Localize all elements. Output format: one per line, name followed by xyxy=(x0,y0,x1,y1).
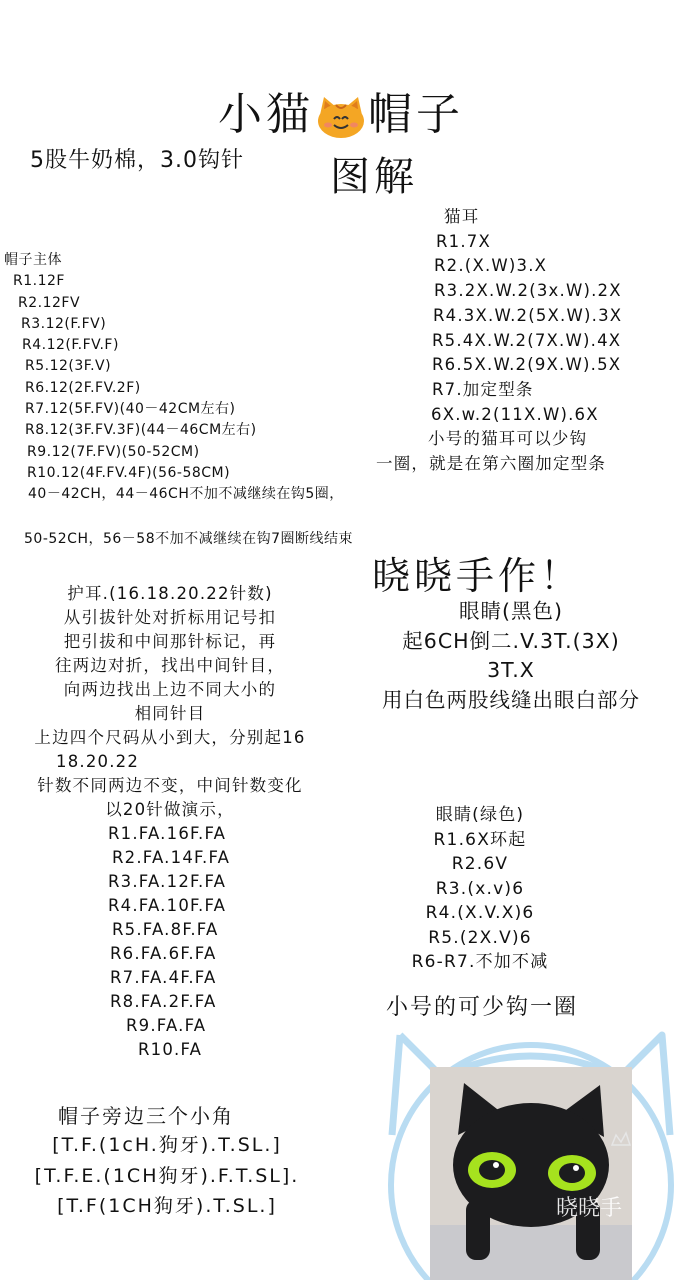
earflap-row: R4.FA.10F.FA xyxy=(108,896,227,915)
cat-ear-section xyxy=(376,205,622,477)
hat-row: R9.12(7F.FV)(50-52CM) xyxy=(27,443,200,460)
earflap-row: R2.FA.14F.FA xyxy=(112,848,231,867)
hat-note: 50-52CH，56－58不加不减继续在钩7圈断线结束 xyxy=(24,531,354,547)
earflap-row: R1.FA.16F.FA xyxy=(108,824,227,843)
eye-black-section xyxy=(340,597,682,715)
corners-heading: 帽子旁边三个小角 xyxy=(58,1104,234,1128)
earflap-line: 18.20.22 xyxy=(56,752,140,771)
eye-black-heading: 眼睛(黑色) xyxy=(459,599,563,623)
eye-green-row: R1.6X环起 xyxy=(433,829,527,850)
earflap-line: 上边四个尺码从小到大，分别起16 xyxy=(34,728,306,747)
earflap-row: R7.FA.4F.FA xyxy=(110,968,217,987)
eye-green-row: R4.(X.V.X)6 xyxy=(425,903,535,923)
cat-ear-heading: 猫耳 xyxy=(444,207,480,226)
ear-note: 小号的猫耳可以少钩 xyxy=(428,429,588,449)
hat-row: R10.12(4F.FV.4F)(56-58CM) xyxy=(27,464,231,481)
page-title xyxy=(0,78,682,142)
eye-black-line: 用白色两股线缝出眼白部分 xyxy=(382,687,640,712)
eye-green-note: 小号的可少钩一圈 xyxy=(386,995,579,1020)
ear-row: 6X.w.2(11X.W).6X xyxy=(431,404,599,424)
earflap-line: 相同针目 xyxy=(134,704,206,723)
earflap-line: 针数不同两边不变，中间针数变化 xyxy=(37,776,303,795)
title-left: 小猫 xyxy=(218,89,314,140)
hat-photo xyxy=(380,1025,682,1280)
earflap-row: R8.FA.2F.FA xyxy=(110,992,217,1011)
earflap-row: R10.FA xyxy=(138,1040,203,1059)
diagram-title: 图解 xyxy=(330,154,418,200)
hat-row: R4.12(F.FV.F) xyxy=(22,337,119,354)
earflap-row: R6.FA.6F.FA xyxy=(110,944,217,963)
earflap-line: 以20针做演示， xyxy=(105,800,235,819)
ear-row: R7.加定型条 xyxy=(432,379,534,399)
corners-line: [T.F.E.(1CH狗牙).F.T.SL]. xyxy=(34,1164,300,1187)
eye-black-line: 3T.X xyxy=(487,658,535,682)
hat-row: R1.12F xyxy=(13,273,65,290)
cat-face-icon xyxy=(314,95,368,139)
earflap-row: R5.FA.8F.FA xyxy=(112,920,219,939)
earflap-line: 把引拔和中间那针标记，再 xyxy=(63,632,277,651)
eye-black-line: 起6CH倒二.V.3T.(3X) xyxy=(402,628,620,653)
brand-title: 晓晓手作！ xyxy=(372,554,583,598)
hat-row: R7.12(5F.FV)(40－42CM左右) xyxy=(25,401,236,418)
title-right: 帽子 xyxy=(368,89,464,140)
earflap-section xyxy=(0,582,340,1062)
eye-green-row: R3.(x.v)6 xyxy=(435,878,525,899)
hat-body-section xyxy=(4,250,344,506)
ear-row: R5.4X.W.2(7X.W).4X xyxy=(432,330,622,350)
yarn-info: 5股牛奶棉，3.0钩针 xyxy=(30,148,244,173)
ear-row: R4.3X.W.2(5X.W).3X xyxy=(433,305,623,325)
earflap-row: R3.FA.12F.FA xyxy=(108,872,227,891)
hat-note: 40－42CH，44－46CH不加不减继续在钩5圈， xyxy=(28,486,344,503)
earflap-row: R9.FA.FA xyxy=(126,1016,207,1035)
eye-green-row: R6-R7.不加不减 xyxy=(411,952,549,972)
eye-green-section xyxy=(380,803,580,975)
photo-watermark: 晓晓手 xyxy=(556,1196,623,1221)
ear-row: R6.5X.W.2(9X.W).5X xyxy=(432,355,622,375)
eye-green-row: R2.6V xyxy=(451,854,509,874)
eye-green-heading: 眼睛(绿色) xyxy=(435,805,525,825)
corners-line: [T.F.(1cH.狗牙).T.SL.] xyxy=(52,1134,282,1156)
earflap-heading: 护耳.(16.18.20.22针数) xyxy=(67,584,273,603)
hat-row: R2.12FV xyxy=(18,294,81,311)
earflap-line: 往两边对折，找出中间针目， xyxy=(54,656,286,675)
corners-line: [T.F(1CH狗牙).T.SL.] xyxy=(57,1195,277,1217)
hat-row: R5.12(3F.V) xyxy=(25,358,112,375)
earflap-line: 向两边找出上边不同大小的 xyxy=(63,680,277,699)
ear-row: R3.2X.W.2(3x.W).2X xyxy=(434,281,622,301)
eye-green-row: R5.(2X.V)6 xyxy=(428,927,532,948)
ear-row: R1.7X xyxy=(436,231,492,251)
hat-body-heading: 帽子主体 xyxy=(4,252,62,268)
ear-row: R2.(X.W)3.X xyxy=(434,256,548,276)
corners-section xyxy=(2,1130,332,1222)
ear-note: 一圈，就是在第六圈加定型条 xyxy=(376,454,607,474)
hat-row: R6.12(2F.FV.2F) xyxy=(25,379,141,396)
earflap-line: 从引拔针处对折标用记号扣 xyxy=(63,608,277,627)
hat-row: R3.12(F.FV) xyxy=(21,315,107,332)
hat-row: R8.12(3F.FV.3F)(44－46CM左右) xyxy=(25,422,257,439)
